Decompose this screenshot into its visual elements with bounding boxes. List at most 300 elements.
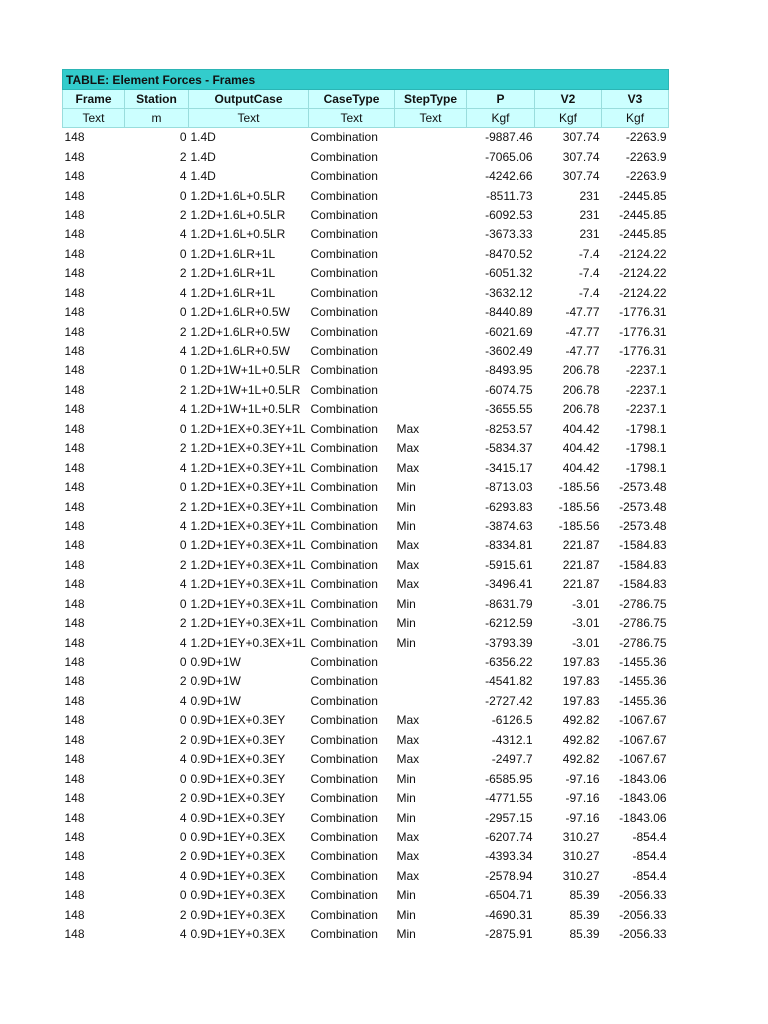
cell-station: 2 [179, 674, 187, 689]
cell-steptype: Max [396, 460, 420, 475]
cell-outputcase: 0.9D+1EX+0.3EY [190, 771, 286, 786]
cell-steptype: Max [396, 441, 420, 456]
cell-frame: 148 [64, 771, 85, 786]
cell-steptype: Max [396, 538, 420, 553]
cell-frame: 148 [64, 266, 85, 281]
cell-frame: 148 [64, 382, 85, 397]
cell-station: 2 [179, 732, 187, 747]
cell-outputcase: 1.2D+1.6LR+0.5W [190, 324, 290, 339]
cell-p: -3632.12 [485, 285, 533, 300]
cell-station: 0 [179, 829, 187, 844]
cell-v2: 307.74 [562, 130, 600, 145]
cell-steptype [395, 303, 467, 322]
cell-v2: -7.4 [578, 266, 600, 281]
header-outputcase: OutputCase [189, 90, 309, 109]
cell-p: -6051.32 [485, 266, 533, 281]
unit-p: Kgf [467, 109, 535, 128]
cell-v3: -2573.48 [619, 518, 667, 533]
cell-frame: 148 [64, 246, 85, 261]
cell-outputcase: 1.2D+1.6LR+1L [190, 285, 276, 300]
cell-station: 0 [179, 246, 187, 261]
cell-p: -6021.69 [485, 324, 533, 339]
cell-station: 2 [179, 266, 187, 281]
cell-p: -6207.74 [485, 829, 533, 844]
cell-casetype: Combination [310, 849, 378, 864]
cell-casetype: Combination [310, 518, 378, 533]
cell-casetype: Combination [310, 557, 378, 572]
cell-station: 2 [179, 324, 187, 339]
table-row [63, 692, 669, 711]
unit-v2: Kgf [535, 109, 602, 128]
table-row [63, 536, 669, 555]
table-row [63, 575, 669, 594]
cell-p: -8713.03 [485, 480, 533, 495]
cell-steptype: Min [396, 907, 416, 922]
cell-steptype [395, 692, 467, 711]
cell-outputcase: 1.2D+1.6L+0.5LR [190, 227, 286, 242]
cell-v2: -3.01 [572, 596, 600, 611]
cell-p: -8511.73 [486, 188, 533, 203]
table-body [63, 128, 669, 945]
cell-station: 2 [179, 149, 187, 164]
cell-v3: -1798.1 [625, 421, 667, 436]
cell-v2: -47.77 [565, 344, 600, 359]
cell-v2: 85.39 [569, 907, 600, 922]
cell-outputcase: 0.9D+1EX+0.3EY [190, 732, 286, 747]
cell-steptype: Min [396, 635, 416, 650]
cell-outputcase: 1.2D+1EY+0.3EX+1L [190, 577, 306, 592]
cell-outputcase: 1.2D+1EX+0.3EY+1L [190, 518, 306, 533]
cell-v2: 85.39 [569, 927, 600, 942]
cell-p: -6212.59 [485, 616, 533, 631]
cell-casetype: Combination [310, 227, 378, 242]
cell-steptype [395, 284, 467, 303]
table-row [63, 886, 669, 905]
cell-outputcase: 0.9D+1W [190, 674, 241, 689]
cell-v2: -97.16 [565, 810, 600, 825]
cell-v3: -1067.67 [619, 713, 667, 728]
cell-outputcase: 1.4D [190, 169, 216, 184]
cell-outputcase: 1.4D [190, 130, 216, 145]
cell-v2: 206.78 [562, 363, 600, 378]
cell-casetype: Combination [310, 771, 378, 786]
cell-v3: -1455.36 [619, 655, 667, 670]
table-row [63, 245, 669, 264]
table-title-row [63, 70, 669, 90]
cell-outputcase: 0.9D+1EX+0.3EY [190, 791, 286, 806]
cell-station: 4 [179, 635, 187, 650]
cell-v3: -2786.75 [619, 635, 667, 650]
cell-p: -3655.55 [485, 402, 533, 417]
cell-steptype: Min [396, 499, 416, 514]
cell-v3: -2263.9 [625, 130, 667, 145]
cell-steptype [395, 342, 467, 361]
cell-outputcase: 1.2D+1EX+0.3EY+1L [190, 441, 306, 456]
cell-station: 2 [179, 441, 187, 456]
cell-station: 4 [179, 927, 187, 942]
cell-station: 4 [179, 169, 187, 184]
cell-v3: -2237.1 [625, 363, 667, 378]
cell-casetype: Combination [310, 285, 378, 300]
cell-frame: 148 [64, 635, 85, 650]
cell-casetype: Combination [310, 499, 378, 514]
cell-v3: -2786.75 [619, 596, 667, 611]
cell-frame: 148 [64, 713, 85, 728]
cell-p: -3602.49 [485, 344, 533, 359]
cell-v2: 404.42 [562, 460, 600, 475]
cell-outputcase: 0.9D+1EY+0.3EX [190, 849, 286, 864]
cell-steptype [395, 186, 467, 205]
table-row [63, 517, 669, 536]
table-row [63, 361, 669, 380]
cell-frame: 148 [64, 655, 85, 670]
cell-casetype: Combination [310, 868, 378, 883]
cell-frame: 148 [64, 596, 85, 611]
cell-station: 0 [179, 130, 187, 145]
cell-outputcase: 1.2D+1W+1L+0.5LR [190, 363, 301, 378]
cell-p: -3673.33 [485, 227, 533, 242]
cell-station: 2 [179, 907, 187, 922]
cell-p: -4393.34 [485, 849, 533, 864]
cell-v3: -1455.36 [619, 693, 667, 708]
cell-station: 2 [179, 207, 187, 222]
cell-v3: -2124.22 [619, 285, 667, 300]
cell-p: -2727.42 [485, 693, 533, 708]
cell-v3: -1776.31 [619, 324, 667, 339]
cell-steptype: Max [396, 868, 420, 883]
cell-steptype: Max [396, 577, 420, 592]
cell-casetype: Combination [310, 169, 378, 184]
cell-v2: 231 [579, 188, 600, 203]
cell-v2: 404.42 [562, 421, 600, 436]
cell-v2: 231 [579, 207, 600, 222]
cell-p: -8493.95 [485, 363, 533, 378]
cell-v2: 206.78 [562, 402, 600, 417]
table-row [63, 595, 669, 614]
cell-outputcase: 0.9D+1EX+0.3EY [190, 752, 286, 767]
cell-v2: 85.39 [569, 888, 600, 903]
cell-frame: 148 [64, 616, 85, 631]
cell-steptype: Min [396, 518, 416, 533]
cell-casetype: Combination [310, 305, 378, 320]
cell-outputcase: 1.2D+1.6LR+0.5W [190, 305, 290, 320]
cell-v3: -2056.33 [619, 907, 667, 922]
cell-outputcase: 0.9D+1EX+0.3EY [190, 810, 286, 825]
cell-v2: 307.74 [562, 169, 600, 184]
table-row [63, 925, 669, 944]
table-row [63, 847, 669, 866]
cell-v2: 197.83 [562, 674, 600, 689]
cell-steptype [395, 206, 467, 225]
table-row [63, 731, 669, 750]
cell-frame: 148 [64, 538, 85, 553]
cell-v3: -2786.75 [619, 616, 667, 631]
cell-v3: -1798.1 [625, 441, 667, 456]
cell-casetype: Combination [310, 888, 378, 903]
cell-frame: 148 [64, 285, 85, 300]
cell-casetype: Combination [310, 732, 378, 747]
cell-p: -4771.55 [485, 791, 533, 806]
cell-casetype: Combination [310, 344, 378, 359]
cell-frame: 148 [64, 169, 85, 184]
cell-outputcase: 1.2D+1W+1L+0.5LR [190, 382, 301, 397]
cell-p: -2957.15 [485, 810, 533, 825]
cell-casetype: Combination [310, 246, 378, 261]
cell-v3: -2263.9 [625, 149, 667, 164]
table-row [63, 556, 669, 575]
cell-frame: 148 [64, 305, 85, 320]
cell-casetype: Combination [310, 635, 378, 650]
table-title: TABLE: Element Forces - Frames [63, 70, 669, 90]
cell-v3: -2237.1 [625, 382, 667, 397]
cell-frame: 148 [64, 518, 85, 533]
cell-p: -8334.81 [485, 538, 533, 553]
cell-outputcase: 0.9D+1EY+0.3EX [190, 829, 286, 844]
cell-station: 4 [179, 868, 187, 883]
table-row [63, 322, 669, 341]
cell-v3: -2445.85 [619, 227, 667, 242]
cell-p: -4312.1 [491, 732, 533, 747]
cell-steptype [395, 400, 467, 419]
cell-frame: 148 [64, 674, 85, 689]
cell-casetype: Combination [310, 207, 378, 222]
cell-outputcase: 1.2D+1W+1L+0.5LR [190, 402, 301, 417]
cell-frame: 148 [64, 810, 85, 825]
table-row [63, 264, 669, 283]
unit-station: m [125, 109, 189, 128]
cell-steptype [395, 361, 467, 380]
cell-p: -5834.37 [485, 441, 533, 456]
cell-casetype: Combination [310, 927, 378, 942]
cell-frame: 148 [64, 324, 85, 339]
table-row [63, 186, 669, 205]
cell-frame: 148 [64, 752, 85, 767]
cell-p: -4242.66 [485, 169, 533, 184]
cell-v2: -7.4 [578, 285, 600, 300]
cell-v2: -3.01 [572, 616, 600, 631]
cell-outputcase: 1.2D+1EY+0.3EX+1L [190, 635, 306, 650]
table-row [63, 867, 669, 886]
cell-v3: -1798.1 [625, 460, 667, 475]
cell-outputcase: 1.2D+1.6LR+1L [190, 246, 276, 261]
cell-v3: -1067.67 [619, 752, 667, 767]
cell-casetype: Combination [310, 480, 378, 495]
cell-casetype: Combination [310, 655, 378, 670]
cell-outputcase: 1.2D+1EY+0.3EX+1L [190, 557, 306, 572]
table-row [63, 303, 669, 322]
cell-frame: 148 [64, 868, 85, 883]
cell-v2: -97.16 [565, 791, 600, 806]
cell-steptype: Min [396, 888, 416, 903]
header-steptype: StepType [395, 90, 467, 109]
cell-casetype: Combination [310, 713, 378, 728]
cell-steptype: Max [396, 421, 420, 436]
cell-p: -8470.52 [485, 246, 533, 261]
cell-v3: -2573.48 [619, 499, 667, 514]
cell-station: 4 [179, 577, 187, 592]
cell-p: -3793.39 [485, 635, 533, 650]
cell-casetype: Combination [310, 829, 378, 844]
cell-p: -7065.06 [485, 149, 533, 164]
cell-p: -3496.41 [485, 577, 533, 592]
cell-steptype: Min [396, 810, 416, 825]
table-row [63, 614, 669, 633]
cell-frame: 148 [64, 188, 85, 203]
cell-station: 0 [179, 538, 187, 553]
cell-v2: -3.01 [572, 635, 600, 650]
cell-p: -5915.61 [485, 557, 533, 572]
table-row [63, 206, 669, 225]
cell-v2: 197.83 [562, 693, 600, 708]
cell-v3: -2056.33 [619, 927, 667, 942]
cell-p: -2875.91 [485, 927, 533, 942]
cell-frame: 148 [64, 849, 85, 864]
cell-v2: -7.4 [578, 246, 600, 261]
cell-v2: 231 [579, 227, 600, 242]
cell-steptype [395, 167, 467, 186]
table-row [63, 906, 669, 925]
cell-outputcase: 0.9D+1EX+0.3EY [190, 713, 286, 728]
cell-steptype: Max [396, 713, 420, 728]
cell-v2: 492.82 [562, 752, 600, 767]
units-row [63, 109, 669, 128]
table-row [63, 711, 669, 730]
cell-station: 2 [179, 616, 187, 631]
cell-steptype: Min [396, 596, 416, 611]
cell-casetype: Combination [310, 421, 378, 436]
cell-v3: -1843.06 [619, 771, 667, 786]
header-casetype: CaseType [309, 90, 395, 109]
header-frame: Frame [63, 90, 125, 109]
cell-station: 4 [179, 285, 187, 300]
cell-frame: 148 [64, 829, 85, 844]
cell-station: 4 [179, 810, 187, 825]
cell-casetype: Combination [310, 693, 378, 708]
cell-v3: -1843.06 [619, 791, 667, 806]
cell-casetype: Combination [310, 596, 378, 611]
cell-v3: -2573.48 [619, 480, 667, 495]
cell-p: -8440.89 [485, 305, 533, 320]
cell-p: -8253.57 [485, 421, 533, 436]
cell-v3: -1584.83 [619, 538, 667, 553]
cell-frame: 148 [64, 130, 85, 145]
cell-frame: 148 [64, 149, 85, 164]
cell-frame: 148 [64, 441, 85, 456]
cell-p: -4541.82 [485, 674, 533, 689]
cell-casetype: Combination [310, 188, 378, 203]
cell-v3: -1584.83 [619, 557, 667, 572]
table-row [63, 167, 669, 186]
cell-casetype: Combination [310, 130, 378, 145]
cell-frame: 148 [64, 421, 85, 436]
cell-frame: 148 [64, 907, 85, 922]
cell-station: 2 [179, 382, 187, 397]
cell-v3: -854.4 [632, 849, 667, 864]
cell-v2: 221.87 [562, 538, 600, 553]
header-p: P [467, 90, 535, 109]
cell-casetype: Combination [310, 907, 378, 922]
cell-frame: 148 [64, 557, 85, 572]
cell-v2: 310.27 [562, 868, 600, 883]
table-row [63, 497, 669, 516]
cell-outputcase: 0.9D+1EY+0.3EX [190, 868, 286, 883]
cell-steptype [395, 225, 467, 244]
table-row [63, 458, 669, 477]
cell-v2: 221.87 [562, 577, 600, 592]
cell-v3: -2124.22 [619, 246, 667, 261]
cell-frame: 148 [64, 480, 85, 495]
table-row [63, 828, 669, 847]
cell-p: -2497.7 [491, 752, 533, 767]
cell-p: -3874.63 [485, 518, 533, 533]
table-row [63, 478, 669, 497]
cell-casetype: Combination [310, 616, 378, 631]
cell-steptype [395, 264, 467, 283]
cell-outputcase: 1.2D+1.6LR+0.5W [190, 344, 290, 359]
cell-outputcase: 1.2D+1EY+0.3EX+1L [190, 538, 306, 553]
cell-p: -6585.95 [485, 771, 533, 786]
cell-outputcase: 0.9D+1EY+0.3EX [190, 888, 286, 903]
cell-frame: 148 [64, 927, 85, 942]
cell-frame: 148 [64, 888, 85, 903]
cell-outputcase: 1.2D+1EX+0.3EY+1L [190, 499, 306, 514]
table-row [63, 381, 669, 400]
cell-station: 0 [179, 305, 187, 320]
cell-p: -6126.5 [491, 713, 533, 728]
cell-p: -6092.53 [485, 207, 533, 222]
cell-steptype: Max [396, 557, 420, 572]
cell-steptype [395, 672, 467, 691]
cell-v2: -47.77 [565, 305, 600, 320]
cell-v3: -854.4 [632, 829, 667, 844]
cell-station: 2 [179, 791, 187, 806]
cell-p: -6356.22 [485, 655, 533, 670]
cell-v2: 310.27 [562, 829, 600, 844]
cell-v2: 404.42 [562, 441, 600, 456]
cell-frame: 148 [64, 227, 85, 242]
table-row [63, 400, 669, 419]
cell-station: 0 [179, 421, 187, 436]
cell-station: 4 [179, 693, 187, 708]
cell-steptype [395, 147, 467, 166]
table-row [63, 225, 669, 244]
cell-v2: 221.87 [562, 557, 600, 572]
cell-steptype: Max [396, 849, 420, 864]
cell-outputcase: 1.2D+1EY+0.3EX+1L [190, 616, 306, 631]
cell-outputcase: 0.9D+1EY+0.3EX [190, 907, 286, 922]
cell-p: -6074.75 [485, 382, 533, 397]
cell-v3: -1067.67 [619, 732, 667, 747]
cell-station: 2 [179, 499, 187, 514]
unit-steptype: Text [395, 109, 467, 128]
cell-station: 2 [179, 557, 187, 572]
cell-v3: -2263.9 [625, 169, 667, 184]
cell-station: 0 [179, 771, 187, 786]
table-row [63, 633, 669, 652]
table-row [63, 750, 669, 769]
table-row [63, 769, 669, 788]
cell-station: 0 [179, 596, 187, 611]
cell-outputcase: 1.2D+1.6L+0.5LR [190, 188, 286, 203]
unit-frame: Text [63, 109, 125, 128]
cell-casetype: Combination [310, 149, 378, 164]
cell-station: 4 [179, 227, 187, 242]
cell-p: -6504.71 [485, 888, 533, 903]
cell-station: 0 [179, 480, 187, 495]
cell-frame: 148 [64, 791, 85, 806]
cell-station: 0 [179, 363, 187, 378]
cell-outputcase: 0.9D+1W [190, 655, 241, 670]
